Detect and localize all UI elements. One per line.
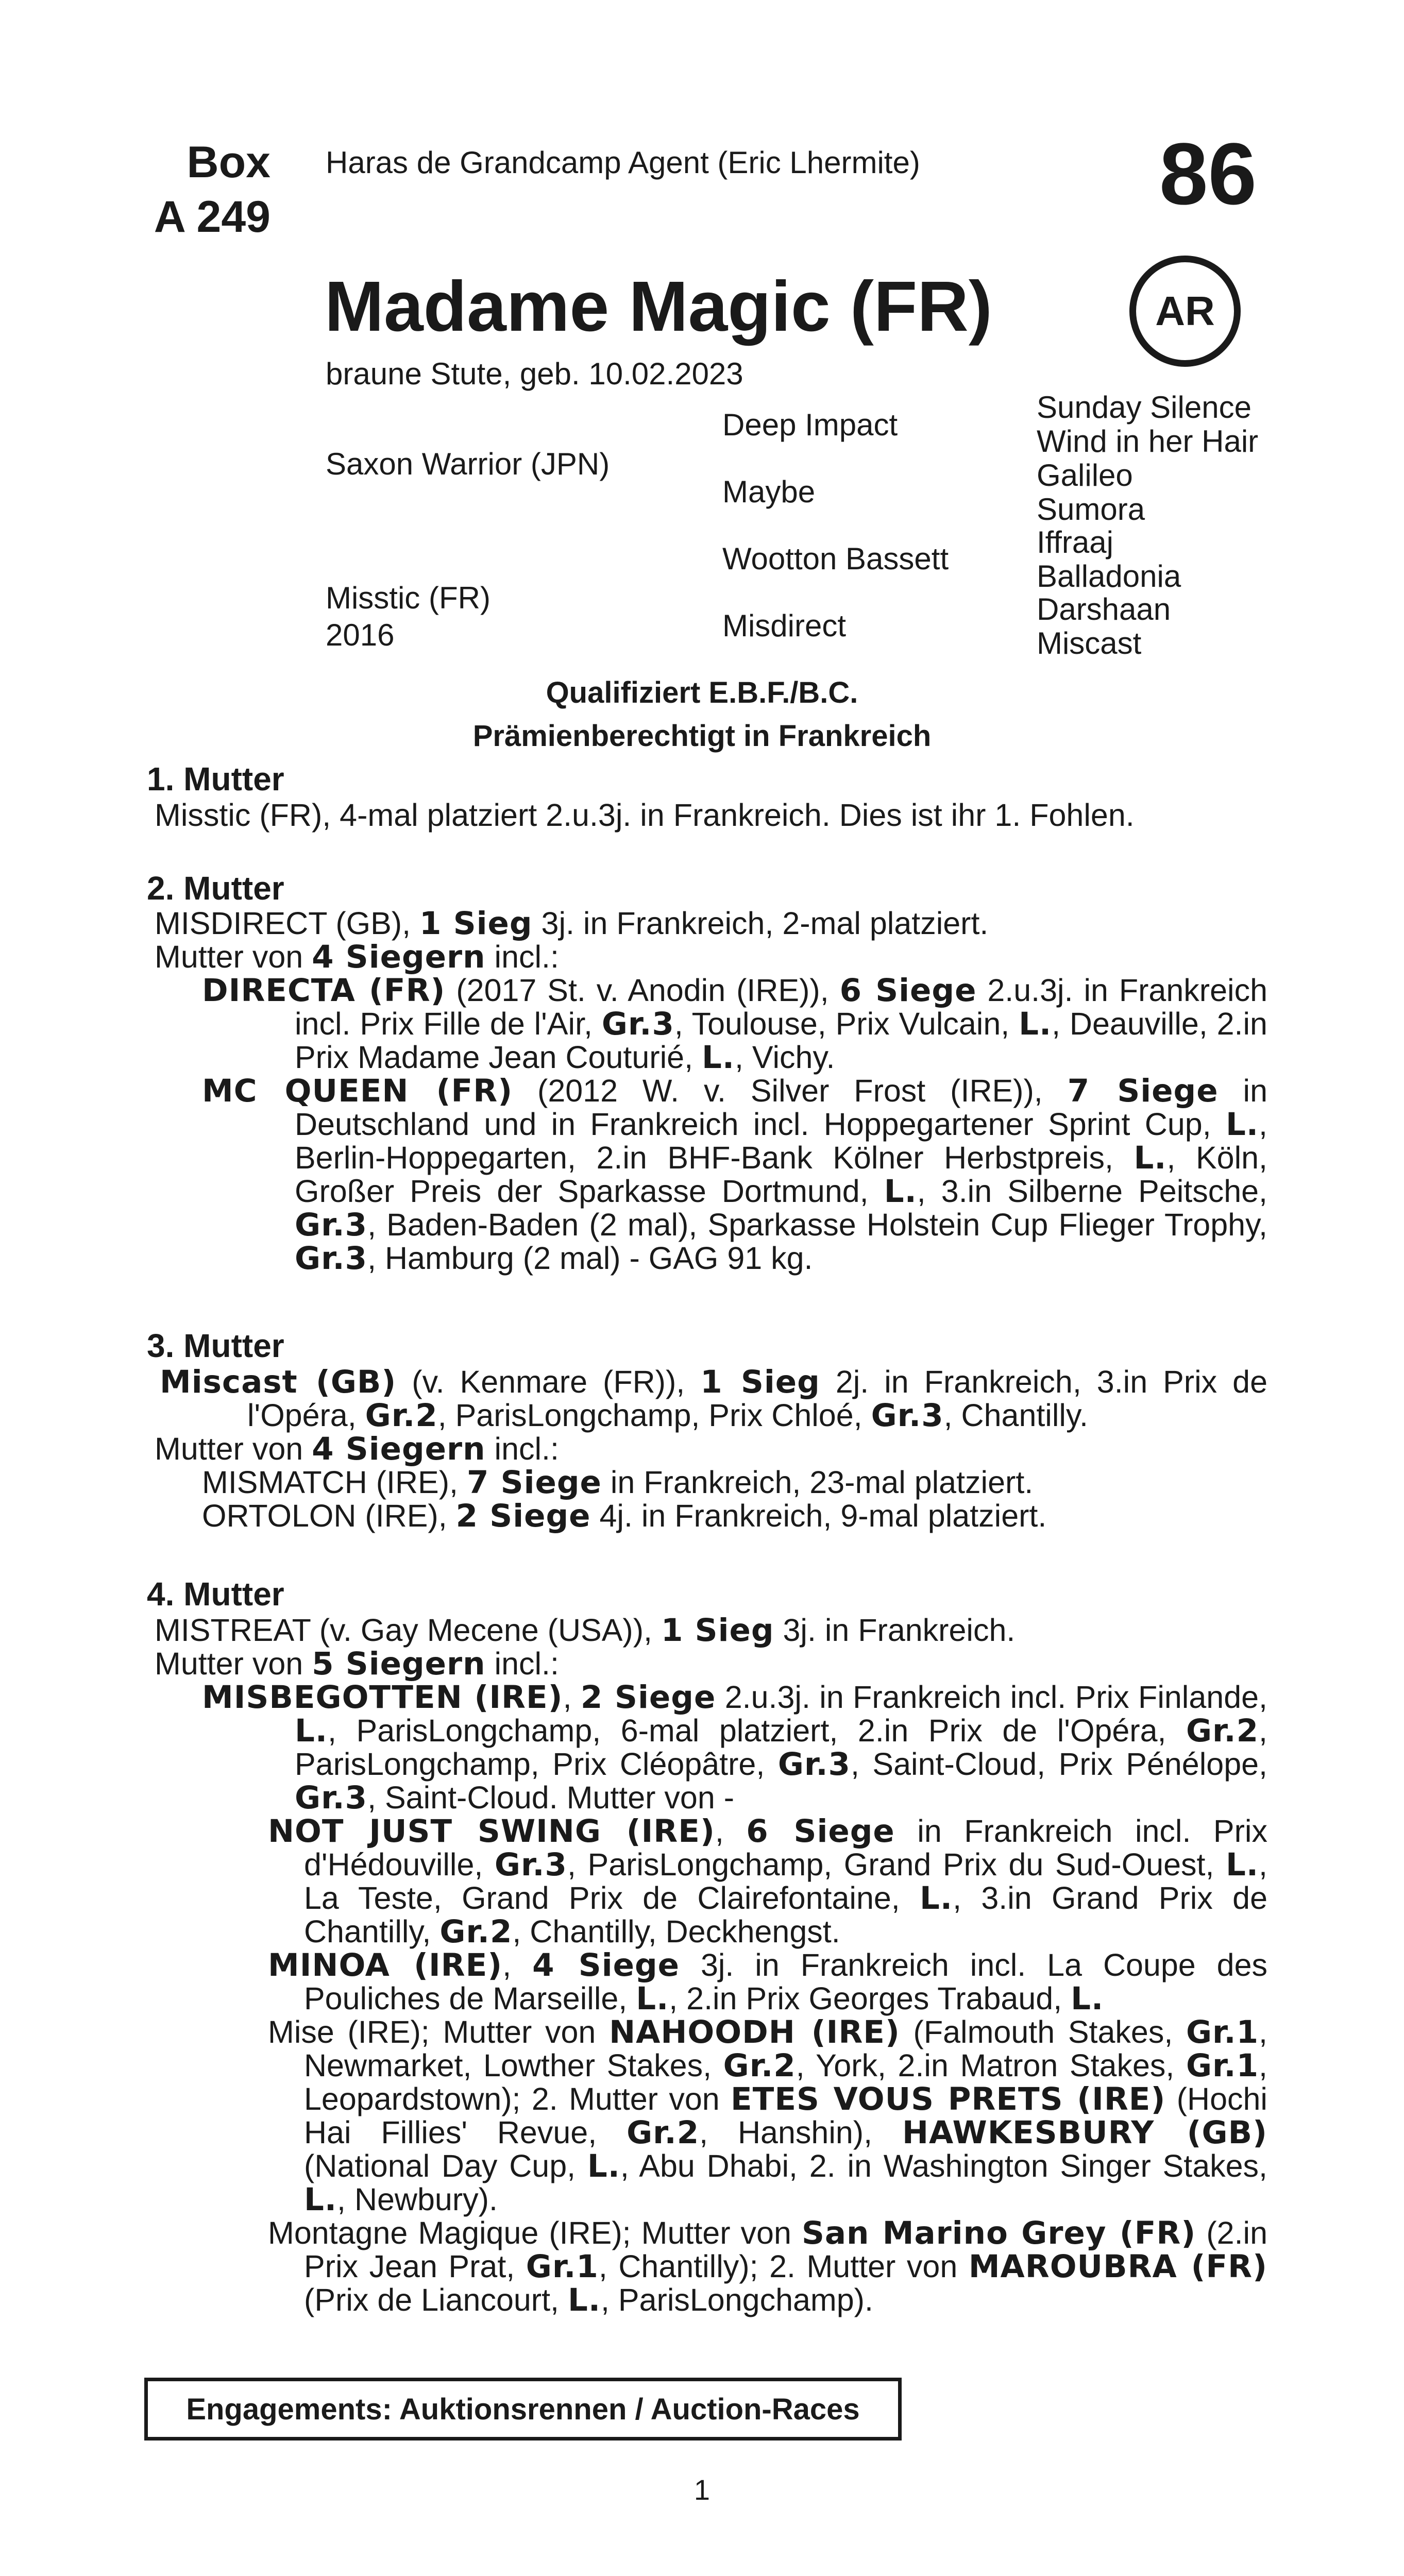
section-heading-4: 4. Mutter	[147, 1575, 284, 1613]
pedigree-great-grandparent: Iffraaj	[1037, 525, 1113, 560]
grand-offspring-entry: Mise (IRE); Mutter von NAHOODH (IRE) (Falmouth Stakes, Gr.1, Newmarket, Lowther Stakes, Gr.2, York, 2.in Matron Stakes, Gr.1, Leopardstown); 2. Mutter von ETES VOUS PRETS (IRE) (Hochi Hai Fillies' Revue, Gr.2, Hanshin), HAWKESBURY (GB) (National Day Cup, L., Abu Dhabi, 2. in Washington Singer Stakes, L., Newbury).	[268, 2014, 1267, 2218]
horse-description: braune Stute, geb. 10.02.2023	[326, 357, 743, 391]
engagements-box	[144, 2378, 902, 2441]
offspring-entry: DIRECTA (FR) (2017 St. v. Anodin (IRE)), 6 Siege 2.u.3j. in Frankreich incl. Prix Fille de l'Air, Gr.3, Toulouse, Prix Vulcain, L., Deauville, 2.in Prix Madame Jean Couturié, L., Vichy.	[202, 972, 1267, 1076]
pedigree-grandparent: Misdirect	[722, 608, 847, 643]
offspring-entry: ORTOLON (IRE), 2 Siege 4j. in Frankreich, 9-mal platziert.	[202, 1498, 1047, 1534]
qualification-line1: Qualifiziert E.B.F./B.C.	[546, 676, 858, 709]
box-label	[124, 135, 270, 244]
pedigree-great-grandparent: Darshaan	[1037, 592, 1171, 626]
grand-offspring-entry: Montagne Magique (IRE); Mutter von San Marino Grey (FR) (2.in Prix Jean Prat, Gr.1, Chantilly); 2. Mutter von MAROUBRA (FR) (Prix de Liancourt, L., ParisLongchamp).	[268, 2215, 1267, 2318]
first-dam-text: Misstic (FR), 4-mal platziert 2.u.3j. in Frankreich. Dies ist ihr 1. Fohlen.	[155, 798, 1135, 833]
pedigree-dam: Misstic (FR)	[326, 581, 490, 615]
grand-offspring-entry: MINOA (IRE), 4 Siege 3j. in Frankreich incl. La Coupe des Pouliches de Marseille, L., 2.in Prix Georges Trabaud, L.	[268, 1947, 1267, 2017]
pedigree-grandparent: Wootton Bassett	[722, 541, 949, 576]
section-3-text	[155, 1365, 1267, 1533]
pedigree-dam-year: 2016	[326, 618, 395, 652]
box-label-line2: A 249	[154, 192, 270, 242]
fourth-dam-line: MISTREAT (v. Gay Mecene (USA)), 1 Sieg 3j. in Frankreich.	[155, 1612, 1016, 1649]
pedigree-great-grandparent: Miscast	[1037, 626, 1142, 660]
pedigree-grandparent: Maybe	[722, 474, 816, 509]
pedigree-great-grandparent: Galileo	[1037, 458, 1133, 493]
horse-name: Madame Magic (FR)	[325, 267, 992, 346]
pedigree-great-grandparent: Balladonia	[1037, 559, 1181, 594]
engagements-label: Engagements: Auktionsrennen / Auction-Races	[186, 2392, 860, 2426]
dam-of-line: Mutter von 5 Siegern incl.:	[155, 1646, 559, 1682]
dam-of-line: Mutter von 4 Siegern incl.:	[155, 939, 559, 975]
pedigree-great-grandparent: Sunday Silence	[1037, 390, 1251, 425]
section-1-text	[155, 799, 1267, 832]
third-dam-line: Miscast (GB) (v. Kenmare (FR)), 1 Sieg 2j. in Frankreich, 3.in Prix de l'Opéra, Gr.2, ParisLongchamp, Prix Chloé, Gr.3, Chantilly.	[160, 1364, 1267, 1434]
dam-of-line: Mutter von 4 Siegern incl.:	[155, 1431, 559, 1467]
page-number: 1	[693, 2473, 711, 2506]
qualification-line2: Prämienberechtigt in Frankreich	[472, 719, 932, 753]
section-2-text	[155, 907, 1267, 1275]
section-heading-3: 3. Mutter	[147, 1327, 284, 1364]
offspring-entry: MC QUEEN (FR) (2012 W. v. Silver Frost (IRE)), 7 Siege in Deutschland und in Frankreich incl. Hoppegartener Sprint Cup, L., Berlin-Hoppegarten, 2.in BHF-Bank Kölner Herbstpreis, L., Köln, Großer Preis der Sparkasse Dortmund, L., 3.in Silberne Peitsche, Gr.3, Baden-Baden (2 mal), Sparkasse Holstein Cup Flieger Trophy, Gr.3, Hamburg (2 mal) - GAG 91 kg.	[202, 1073, 1267, 1277]
consignor: Haras de Grandcamp Agent (Eric Lhermite)	[326, 145, 920, 180]
box-label-line1: Box	[187, 138, 270, 187]
pedigree-grandparent: Deep Impact	[722, 408, 898, 442]
offspring-entry: MISMATCH (IRE), 7 Siege in Frankreich, 23-mal platziert.	[202, 1464, 1034, 1501]
ar-badge-label: AR	[1155, 288, 1215, 334]
offspring-entry: MISBEGOTTEN (IRE), 2 Siege 2.u.3j. in Frankreich incl. Prix Finlande, L., ParisLongchamp, 6-mal platziert, 2.in Prix de l'Opéra, Gr.2, ParisLongchamp, Prix Cléopâtre, Gr.3, Saint-Cloud, Prix Pénélope, Gr.3, Saint-Cloud. Mutter von -	[202, 1679, 1267, 1816]
section-4-text	[155, 1614, 1267, 2317]
pedigree-great-grandparent: Sumora	[1037, 492, 1145, 527]
section-heading-1: 1. Mutter	[147, 760, 284, 798]
section-heading-2: 2. Mutter	[147, 870, 284, 907]
ar-badge	[1129, 256, 1241, 367]
grand-offspring-entry: NOT JUST SWING (IRE), 6 Siege in Frankreich incl. Prix d'Hédouville, Gr.3, ParisLongchamp, Grand Prix du Sud-Ouest, L., La Teste, Grand Prix de Clairefontaine, L., 3.in Grand Prix de Chantilly, Gr.2, Chantilly, Deckhengst.	[268, 1813, 1268, 1950]
pedigree-sire: Saxon Warrior (JPN)	[326, 447, 610, 481]
pedigree-great-grandparent: Wind in her Hair	[1037, 424, 1259, 459]
lot-number: 86	[1159, 125, 1257, 223]
second-dam-line: MISDIRECT (GB), 1 Sieg 3j. in Frankreich, 2-mal platziert.	[155, 905, 989, 942]
